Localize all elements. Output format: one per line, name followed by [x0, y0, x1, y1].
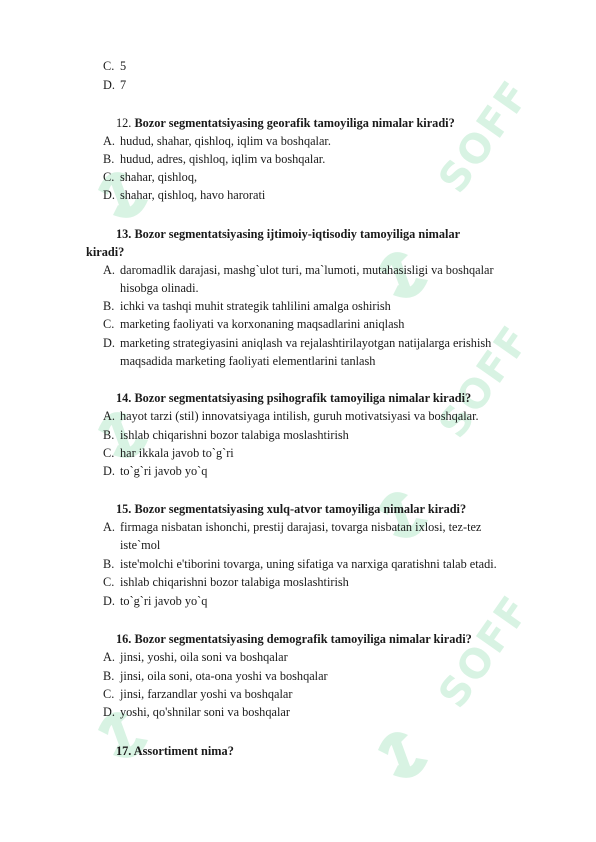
- answer-option: [103, 704, 290, 720]
- option-letter: B.: [103, 557, 115, 571]
- answer-option: [103, 77, 126, 93]
- answer-option: [103, 649, 288, 665]
- option-text: ichki va tashqi muhit strategik tahlilini amalga oshirish: [120, 299, 391, 313]
- answer-option: [103, 463, 207, 479]
- option-letter: C.: [103, 317, 115, 331]
- answer-option: [103, 686, 292, 702]
- answer-option: [103, 445, 234, 461]
- answer-option: [103, 169, 197, 185]
- answer-option: [103, 427, 349, 443]
- question-text: [116, 115, 455, 131]
- question-text: [116, 501, 466, 517]
- option-letter: B.: [103, 299, 115, 313]
- option-text: jinsi, oila soni, ota-ona yoshi va boshqalar: [120, 669, 328, 683]
- option-letter: B.: [103, 669, 115, 683]
- question-text: [116, 226, 460, 242]
- answer-option: [103, 408, 479, 424]
- answer-option: [103, 335, 491, 351]
- answer-option: [103, 187, 265, 203]
- option-text: shahar, qishloq, havo harorati: [120, 188, 266, 202]
- option-letter: A.: [103, 409, 115, 423]
- option-text: har ikkala javob to`g`ri: [120, 446, 234, 460]
- watermark-text: SOFF: [430, 587, 540, 717]
- option-letter: A.: [103, 520, 115, 534]
- option-letter: C.: [103, 59, 115, 73]
- option-letter: C.: [103, 575, 115, 589]
- question-number: 12.: [116, 116, 135, 130]
- question-text: [116, 631, 472, 647]
- option-text: hudud, shahar, qishloq, iqlim va boshqalar.: [120, 134, 331, 148]
- option-text: yoshi, qo'shnilar soni va boshqalar: [120, 705, 290, 719]
- option-letter: A.: [103, 263, 115, 277]
- option-continuation: hisobga olinadi.: [120, 281, 199, 295]
- option-letter: D.: [103, 78, 115, 92]
- option-text: marketing strategiyasini aniqlash va rejalashtirilayotgan natijalarga erishish: [120, 336, 492, 350]
- option-letter: C.: [103, 687, 115, 701]
- option-letter: D.: [103, 336, 115, 350]
- option-text: ishlab chiqarishni bozor talabiga moslashtirish: [120, 575, 349, 589]
- option-continuation: iste`mol: [120, 538, 161, 552]
- option-letter: D.: [103, 594, 115, 608]
- watermark-text: SOFF: [430, 72, 540, 202]
- option-text: ishlab chiqarishni bozor talabiga moslashtirish: [120, 428, 349, 442]
- option-letter: B.: [103, 428, 115, 442]
- answer-option: [103, 298, 391, 314]
- option-text: firmaga nisbatan ishonchi, prestij darajasi, tovarga nisbatan ixlosi, tez-tez: [120, 520, 482, 534]
- option-letter: C.: [103, 170, 115, 184]
- question-continuation: kiradi?: [86, 245, 125, 259]
- question-text: [116, 743, 234, 759]
- option-text: jinsi, yoshi, oila soni va boshqalar: [120, 650, 288, 664]
- option-text: hudud, adres, qishloq, iqlim va boshqalar.: [120, 152, 326, 166]
- option-letter: A.: [103, 650, 115, 664]
- option-text: to`g`ri javob yo`q: [120, 594, 208, 608]
- answer-option: [103, 316, 404, 332]
- option-text: 7: [120, 78, 127, 92]
- question-body: 13. Bozor segmentatsiyasing ijtimoiy-iqtisodiy tamoyiligа nimalar: [116, 227, 461, 241]
- option-text: 5: [120, 59, 127, 73]
- option-text: shahar, qishloq,: [120, 170, 198, 184]
- answer-option: [103, 519, 481, 535]
- option-letter: A.: [103, 134, 115, 148]
- option-text: daromadlik darajasi, mashg`ulot turi, ma`lumoti, mutahasisligi va boshqalar: [120, 263, 494, 277]
- option-text: jinsi, farzandlar yoshi va boshqalar: [120, 687, 293, 701]
- option-letter: D.: [103, 464, 115, 478]
- option-text: hayot tarzi (stil) innovatsiyaga intilish, guruh motivatsiyasi va boshqalar.: [120, 409, 479, 423]
- answer-option: [103, 133, 331, 149]
- option-letter: D.: [103, 188, 115, 202]
- question-body: 16. Bozor segmentatsiyasing demografik tamoyiligа nimalar kiradi?: [116, 632, 472, 646]
- answer-option: [103, 556, 497, 572]
- option-text: iste'molchi e'tiborini tovarga, uning sifatiga va narxiga qaratishni talab etadi.: [120, 557, 497, 571]
- watermark-logo-icon: [368, 720, 438, 790]
- answer-option: [103, 574, 349, 590]
- option-text: to`g`ri javob yo`q: [120, 464, 208, 478]
- question-text: [116, 390, 471, 406]
- question-body: 17. Assortiment nima?: [116, 744, 234, 758]
- question-body: Bozor segmentatsiyasing georafik tamoyiligа nimalar kiradi?: [134, 116, 455, 130]
- option-letter: D.: [103, 705, 115, 719]
- answer-option: [103, 262, 494, 278]
- question-body: 14. Bozor segmentatsiyasing psihografik tamoyiligа nimalar kiradi?: [116, 391, 472, 405]
- watermark-text: SOFF: [430, 317, 540, 447]
- option-letter: C.: [103, 446, 115, 460]
- option-letter: B.: [103, 152, 115, 166]
- option-continuation: maqsadida marketing faoliyati elementlarini tanlash: [120, 354, 376, 368]
- option-text: marketing faoliyati va korxonaning maqsadlarini aniqlash: [120, 317, 405, 331]
- answer-option: [103, 593, 207, 609]
- question-body: 15. Bozor segmentatsiyasing xulq-atvor tamoyiligа nimalar kiradi?: [116, 502, 467, 516]
- answer-option: [103, 668, 328, 684]
- answer-option: [103, 151, 325, 167]
- answer-option: [103, 58, 126, 74]
